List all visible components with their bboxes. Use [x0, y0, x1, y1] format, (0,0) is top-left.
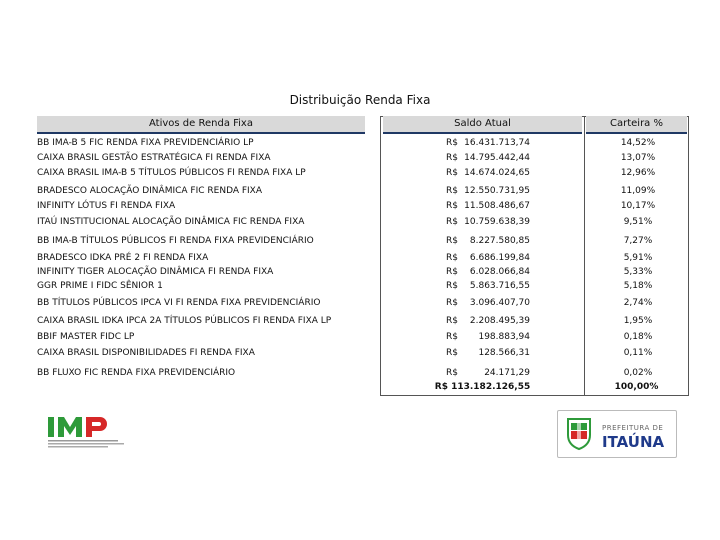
carteira-pct: 13,07% — [620, 153, 656, 163]
asset-name: INFINITY LÓTUS FI RENDA FIXA — [37, 201, 176, 211]
table-row — [0, 314, 720, 328]
saldo-value: 12.550.731,95 — [464, 186, 530, 196]
saldo-value: 128.566,31 — [478, 348, 530, 358]
table-row — [0, 251, 720, 265]
header-saldo: Saldo Atual — [383, 116, 582, 134]
asset-name: BB IMA-B TÍTULOS PÚBLICOS FI RENDA FIXA PREVIDENCIÁRIO — [37, 236, 314, 246]
saldo-value: 16.431.713,74 — [464, 138, 530, 148]
page-title: Distribuição Renda Fixa — [289, 93, 431, 107]
saldo-value: 14.795.442,44 — [464, 153, 530, 163]
saldo-value: 24.171,29 — [484, 368, 530, 378]
currency: R$ — [446, 332, 458, 342]
prefeitura-itauna-logo — [557, 410, 677, 458]
carteira-pct: 1,95% — [623, 316, 653, 326]
currency: R$ — [446, 253, 458, 263]
carteira-pct: 0,18% — [623, 332, 653, 342]
currency: R$ — [446, 281, 458, 291]
carteira-pct: 5,18% — [623, 281, 653, 291]
currency: R$ — [446, 138, 458, 148]
currency: R$ — [446, 298, 458, 308]
table-row — [0, 166, 720, 180]
asset-name: GGR PRIME I FIDC SÊNIOR 1 — [37, 281, 163, 291]
saldo-value: 6.686.199,84 — [469, 253, 530, 263]
carteira-pct: 2,74% — [623, 298, 653, 308]
currency: R$ — [446, 153, 458, 163]
carteira-pct: 12,96% — [620, 168, 656, 178]
carteira-pct: 0,02% — [623, 368, 653, 378]
asset-name: CAIXA BRASIL DISPONIBILIDADES FI RENDA FIXA — [37, 348, 255, 358]
table-row — [0, 330, 720, 344]
currency: R$ — [446, 201, 458, 211]
svg-text:ITAÚNA: ITAÚNA — [602, 433, 665, 451]
saldo-value: 10.759.638,39 — [464, 217, 530, 227]
saldo-value: 8.227.580,85 — [469, 236, 530, 246]
asset-name: CAIXA BRASIL GESTÃO ESTRATÉGICA FI RENDA FIXA — [37, 153, 271, 163]
header-carteira: Carteira % — [586, 116, 687, 134]
svg-text:PREFEITURA DE: PREFEITURA DE — [602, 424, 664, 432]
carteira-pct: 7,27% — [623, 236, 653, 246]
table-row — [0, 151, 720, 165]
table-row — [0, 279, 720, 293]
saldo-value: 6.028.066,84 — [469, 267, 530, 277]
table-row — [0, 184, 720, 198]
table-row — [0, 366, 720, 380]
carteira-pct: 5,33% — [623, 267, 653, 277]
saldo-value: 198.883,94 — [478, 332, 530, 342]
carteira-pct: 0,11% — [623, 348, 653, 358]
carteira-pct: 10,17% — [620, 201, 656, 211]
asset-name: ITAÚ INSTITUCIONAL ALOCAÇÃO DINÂMICA FIC RENDA FIXA — [37, 217, 305, 227]
asset-name: BRADESCO IDKA PRÉ 2 FI RENDA FIXA — [37, 253, 209, 263]
total-saldo: R$ 113.182.126,55 — [434, 382, 531, 392]
asset-name: BBIF MASTER FIDC LP — [37, 332, 135, 342]
currency: R$ — [446, 168, 458, 178]
saldo-value: 14.674.024,65 — [464, 168, 530, 178]
currency: R$ — [446, 236, 458, 246]
currency: R$ — [446, 368, 458, 378]
currency: R$ — [446, 186, 458, 196]
carteira-pct: 11,09% — [620, 186, 656, 196]
carteira-pct: 5,91% — [623, 253, 653, 263]
currency: R$ — [446, 217, 458, 227]
currency: R$ — [446, 267, 458, 277]
saldo-value: 2.208.495,39 — [469, 316, 530, 326]
asset-name: BB IMA-B 5 FIC RENDA FIXA PREVIDENCIÁRIO LP — [37, 138, 254, 148]
asset-name: BRADESCO ALOCAÇÃO DINÂMICA FIC RENDA FIXA — [37, 186, 263, 196]
table-row — [0, 199, 720, 213]
header-ativos: Ativos de Renda Fixa — [37, 116, 365, 134]
asset-name: CAIXA BRASIL IDKA IPCA 2A TÍTULOS PÚBLICOS FI RENDA FIXA LP — [37, 316, 332, 326]
imp-logo — [46, 411, 132, 451]
table-row — [0, 265, 720, 279]
saldo-value: 3.096.407,70 — [469, 298, 530, 308]
saldo-value: 11.508.486,67 — [464, 201, 530, 211]
table-row — [0, 346, 720, 360]
asset-name: BB FLUXO FIC RENDA FIXA PREVIDENCIÁRIO — [37, 368, 236, 378]
currency: R$ — [446, 348, 458, 358]
saldo-value: 5.863.716,55 — [469, 281, 530, 291]
total-carteira: 100,00% — [614, 382, 659, 392]
table-row — [0, 136, 720, 150]
table-row — [0, 296, 720, 310]
asset-name: INFINITY TIGER ALOCAÇÃO DINÂMICA FI RENDA FIXA — [37, 267, 274, 277]
currency: R$ — [446, 316, 458, 326]
asset-name: BB TÍTULOS PÚBLICOS IPCA VI FI RENDA FIXA PREVIDENCIÁRIO — [37, 298, 321, 308]
table-row — [0, 234, 720, 248]
carteira-pct: 9,51% — [623, 217, 653, 227]
carteira-pct: 14,52% — [620, 138, 656, 148]
table-row — [0, 215, 720, 229]
asset-name: CAIXA BRASIL IMA-B 5 TÍTULOS PÚBLICOS FI RENDA FIXA LP — [37, 168, 306, 178]
